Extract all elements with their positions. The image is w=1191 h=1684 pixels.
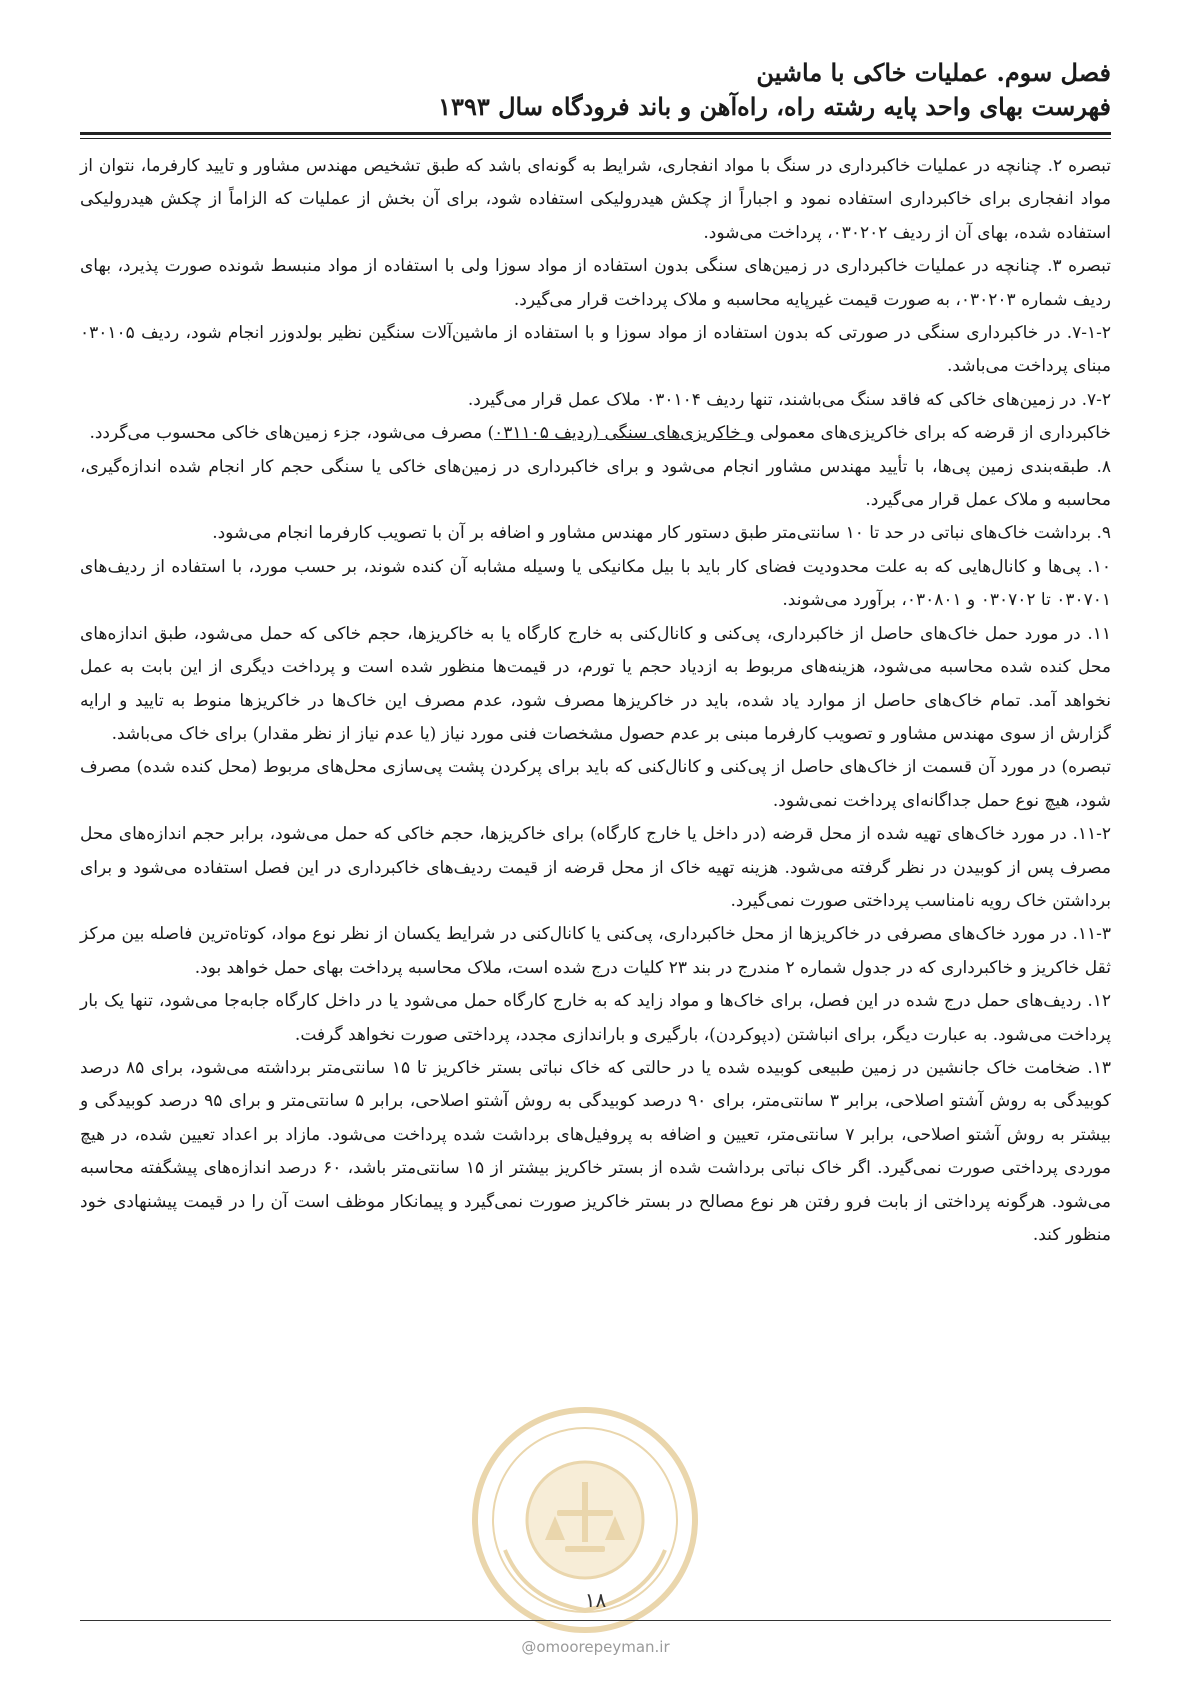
paragraph-note-2: تبصره ۲. چنانچه در عملیات خاکبرداری در سنگ با مواد انفجاری، شرایط به گونه‌ای باشد که طبق تشخیص مهندس مشاور و تایید کارفرما، نتوان از مواد انفجاری برای خاکبرداری استفاده نمود و اجباراً از چکش هیدرولیکی استفاده شود، برای آن بخش از عملیات که الزاماً از چکش هیدرولیکی استفاده شده، بهای آن از ردیف ۰۳۰۲۰۲، پرداخت می‌شود. [80,156,1112,243]
borrow-text-c: ) مصرف می‌شود، جزء زمین‌های خاکی محسوب می‌گردد. [89,423,495,444]
website-watermark: @omoorepeyman.ir [521,1638,670,1656]
paragraph-13: ۱۳. ضخامت خاک جانشین در زمین طبیعی کوبیده شده یا در حالتی که خاک نباتی بستر خاکریز تا ۱۵ سانتی‌متر برداشته می‌شود، برای ۸۵ درصد کوبیدگی به روش آشتو اصلاحی، برابر ۳ سانتی‌متر، برای ۹۰ درصد کوبیدگی به روش آشتو اصلاحی، برابر ۵ سانتی‌متر و برای ۹۵ درصد کوبیدگی و بیشتر به روش آشتو اصلاحی، برابر ۷ سانتی‌متر، تعیین و اضافه به پروفیل‌های برداشت شده پرداخت می‌شود. مازاد بر اعداد تعیین شده، در هیچ موردی پرداختی صورت نمی‌گیرد. اگر خاک نباتی برداشت شده از بستر خاکریز بیشتر از ۱۵ سانتی‌متر باشد، ۶۰ درصد اندازه‌های پیشگفته محاسبه می‌شود. هرگونه پرداختی از بابت فرو رفتن هر نوع مصالح در بستر خاکریز صورت نمی‌گیرد و پیمانکار موظف است آن را در قیمت پیشنهادی خود منظور کند. [80,1057,1112,1245]
footer-rule [80,1620,1111,1621]
chapter-title: فصل سوم. عملیات خاکی با ماشین [756,58,1111,87]
paragraph-7-1-2: ۷-۱-۲. در خاکبرداری سنگی در صورتی که بدون استفاده از مواد سوزا و با استفاده از ماشین‌آلات سنگین نظیر بولدوزر انجام شود، ردیف ۰۳۰۱۰۵ مبنای پرداخت می‌باشد. [80,323,1111,377]
paragraph-borrow-excavation [80,417,1111,450]
paragraph-12: ۱۲. ردیف‌های حمل درج شده در این فصل، برای خاک‌ها و مواد زاید که به خارج کارگاه حمل می‌شود یا در داخل کارگاه جابه‌جا می‌شود، تنها یک بار پرداخت می‌شود. به عبارت دیگر، برای انباشتن (دپوکردن)، بارگیری و باراندازی مجدد، پرداختی صورت نخواهد گرفت. [80,991,1111,1045]
paragraph-8: ۸. طبقه‌بندی زمین پی‌ها، با تأیید مهندس مشاور انجام می‌شود و برای خاکبرداری در زمین‌های خاکی یا سنگی حجم کار انجام شده اندازه‌گیری، محاسبه و ملاک عمل قرار می‌گیرد. [80,456,1111,511]
paragraph-9: ۹. برداشت خاک‌های نباتی در حد تا ۱۰ سانتی‌متر طبق دستور کار مهندس مشاور و اضافه بر آن با تصویب کارفرما انجام می‌شود. [212,523,1111,544]
paragraph-note-3: تبصره ۳. چنانچه در عملیات خاکبرداری در زمین‌های سنگی بدون استفاده از مواد سوزا ولی با استفاده از مواد منبسط شونده صورت پذیرد، بهای ردیف شماره ۰۳۰۲۰۳، به صورت قیمت غیرپایه محاسبه و ملاک پرداخت قرار می‌گیرد. [80,256,1111,310]
header-rule-thin [80,138,1111,139]
paragraph-7-2: ۷-۲. در زمین‌های خاکی که فاقد سنگ می‌باشند، تنها ردیف ۰۳۰۱۰۴ ملاک عمل قرار می‌گیرد. [467,389,1111,410]
page-header [80,56,1111,124]
list-title: فهرست بهای واحد پایه رشته راه، راه‌آهن و باند فرودگاه سال ۱۳۹۳ [438,92,1111,121]
page-number: ۱۸ [584,1588,607,1612]
paragraph-10: ۱۰. پی‌ها و کانال‌هایی که به علت محدودیت فضای کار باید با بیل مکانیکی یا وسیله مشابه آن کنده شوند، بر حسب مورد، با استفاده از ردیف‌های ۰۳۰۷۰۱ تا ۰۳۰۷۰۲ و ۰۳۰۸۰۱، برآورد می‌شوند. [80,556,1111,611]
paragraph-11: ۱۱. در مورد حمل خاک‌های حاصل از خاکبرداری، پی‌کنی و کانال‌کنی به خارج کارگاه یا به خاکریزها، حجم خاکی که حمل می‌شود، طبق اندازه‌های محل کنده شده محاسبه می‌شود، هزینه‌های مربوط به ازدیاد حجم یا تورم، در قیمت‌ها منظور شده است و پرداخت دیگری از این بابت به عمل نخواهد آمد. تمام خاک‌های حاصل از موارد یاد شده، باید در خاکریزها مصرف شود، عدم مصرف این خاک‌ها در خاکریزها منوط به تایید و ارایه گزارش از سوی مهندس مشاور و تصویب کارفرما مبنی بر عدم حصول مشخصات فنی مورد نیاز (یا عدم نیاز از نظر مقدار) برای خاک می‌باشد. [80,623,1111,744]
borrow-text-underlined: و خاکریزی‌های سنگی (ردیف ۰۳۱۱۰۵ [494,423,755,444]
document-body [80,150,1111,1252]
borrow-text-a: خاکبرداری از قرضه که برای خاکریزی‌های معمولی [754,423,1111,444]
paragraph-note-11: تبصره) در مورد آن قسمت از خاک‌های حاصل از پی‌کنی و کانال‌کنی که باید برای پرکردن پشت پی‌سازی محل‌های مربوط (محل کنده شده) مصرف شود، هیچ نوع حمل جداگانه‌ای پرداخت نمی‌شود. [80,757,1111,811]
paragraph-11-3: ۱۱-۳. در مورد خاک‌های مصرفی در خاکریزها از محل خاکبرداری، پی‌کنی یا کانال‌کنی در شرایط یکسان از نظر نوع مواد، کوتاه‌ترین فاصله بین مرکز ثقل خاکریز و خاکبرداری که در جدول شماره ۲ مندرج در بند ۲۳ کلیات درج شده است، ملاک محاسبه پرداخت بهای حمل خواهد بود. [80,924,1111,978]
header-rule-thick [80,132,1111,135]
paragraph-11-2: ۱۱-۲. در مورد خاک‌های تهیه شده از محل قرضه (در داخل یا خارج کارگاه) برای خاکریزها، حجم خاکی که حمل می‌شود، برابر حجم اندازه‌های محل مصرف پس از کوبیدن در نظر گرفته می‌شود. هزینه تهیه خاک از محل قرضه از قیمت ردیف‌های خاکبرداری در این فصل استفاده می‌شود و برای برداشتن خاک رویه نامناسب پرداختی صورت نمی‌گیرد. [80,824,1111,911]
